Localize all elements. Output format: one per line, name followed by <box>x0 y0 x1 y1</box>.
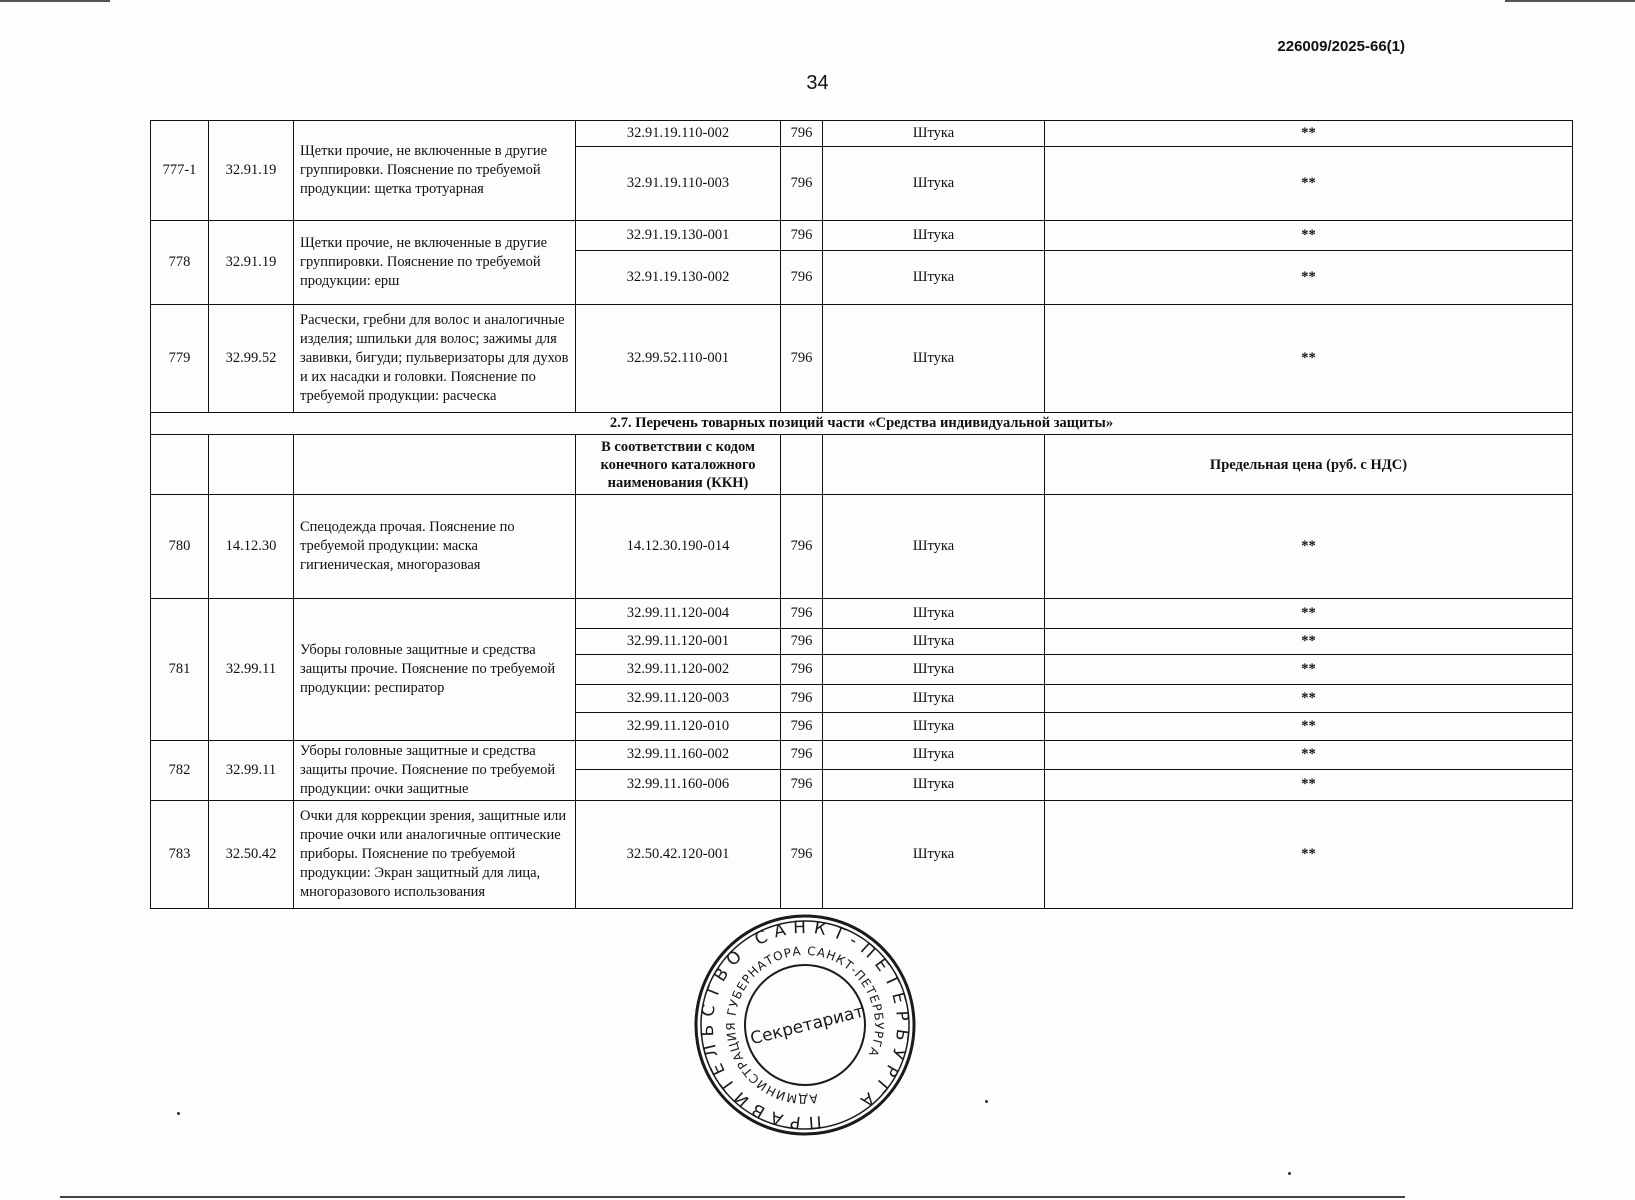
kkn-code: 32.99.11.120-002 <box>576 655 781 685</box>
product-description: Расчески, гребни для волос и аналогичные изделия; шпильки для волос; зажимы для завивки, бигуди; пульверизаторы для духов и их насадки и головки. Пояснение по требуемой продукции: расческа <box>294 305 576 413</box>
okei-code: 796 <box>781 251 823 305</box>
price-limit: ** <box>1045 741 1573 770</box>
price-limit: ** <box>1045 251 1573 305</box>
position-number: 781 <box>151 599 209 741</box>
product-description: Щетки прочие, не включенные в другие группировки. Пояснение по требуемой продукции: ерш <box>294 221 576 305</box>
okei-code: 796 <box>781 685 823 713</box>
unit-name: Штука <box>823 221 1045 251</box>
price-limit: ** <box>1045 801 1573 909</box>
price-limit: ** <box>1045 599 1573 629</box>
secretariat-stamp-seal <box>693 913 917 1137</box>
kkn-code: 32.91.19.130-001 <box>576 221 781 251</box>
unit-name: Штука <box>823 147 1045 221</box>
okei-code: 796 <box>781 305 823 413</box>
table-row <box>151 741 1573 770</box>
unit-name: Штука <box>823 769 1045 800</box>
scan-speck <box>1288 1172 1291 1175</box>
unit-name: Штука <box>823 801 1045 909</box>
kkn-code: 32.99.11.120-003 <box>576 685 781 713</box>
okei-code: 796 <box>781 801 823 909</box>
kkn-code: 14.12.30.190-014 <box>576 495 781 599</box>
scan-speck <box>985 1100 988 1103</box>
okei-code: 796 <box>781 121 823 147</box>
okpd2-code: 32.99.11 <box>209 741 294 801</box>
kkn-code: 32.91.19.110-002 <box>576 121 781 147</box>
unit-name: Штука <box>823 741 1045 770</box>
kkn-code: 32.50.42.120-001 <box>576 801 781 909</box>
scan-edge-top-left <box>0 0 110 2</box>
price-limit: ** <box>1045 769 1573 800</box>
table-row <box>151 495 1573 599</box>
kkn-column-header: В соответствии с кодом конечного каталожного наименования (ККН) <box>576 435 781 495</box>
table-row <box>151 121 1573 147</box>
position-number: 780 <box>151 495 209 599</box>
price-column-header: Предельная цена (руб. с НДС) <box>1045 435 1573 495</box>
stamp-inner-text: АДМИНИСТРАЦИЯ ГУБЕРНАТОРА САНКТ-ПЕТЕРБУРГА <box>723 943 887 1107</box>
product-description: Уборы головные защитные и средства защиты прочие. Пояснение по требуемой продукции: очки защитные <box>294 741 576 801</box>
okei-code: 796 <box>781 655 823 685</box>
header-empty-cell <box>209 435 294 495</box>
position-number: 783 <box>151 801 209 909</box>
okei-code: 796 <box>781 147 823 221</box>
okei-code: 796 <box>781 769 823 800</box>
kkn-code: 32.99.11.160-006 <box>576 769 781 800</box>
okei-code: 796 <box>781 629 823 655</box>
okpd2-code: 32.91.19 <box>209 121 294 221</box>
position-number: 777-1 <box>151 121 209 221</box>
product-description: Уборы головные защитные и средства защиты прочие. Пояснение по требуемой продукции: респиратор <box>294 599 576 741</box>
okei-code: 796 <box>781 221 823 251</box>
table-row <box>151 599 1573 629</box>
scan-edge-bottom <box>60 1196 1405 1198</box>
unit-name: Штука <box>823 629 1045 655</box>
product-description: Спецодежда прочая. Пояснение по требуемой продукции: маска гигиеническая, многоразовая <box>294 495 576 599</box>
unit-name: Штука <box>823 599 1045 629</box>
position-number: 782 <box>151 741 209 801</box>
position-number: 778 <box>151 221 209 305</box>
section-title-row <box>151 413 1573 435</box>
product-description: Щетки прочие, не включенные в другие группировки. Пояснение по требуемой продукции: щетка тротуарная <box>294 121 576 221</box>
kkn-code: 32.91.19.110-003 <box>576 147 781 221</box>
section-title: 2.7. Перечень товарных позиций части «Средства индивидуальной защиты» <box>151 413 1573 435</box>
unit-name: Штука <box>823 685 1045 713</box>
kkn-code: 32.99.52.110-001 <box>576 305 781 413</box>
price-limit: ** <box>1045 713 1573 741</box>
unit-name: Штука <box>823 495 1045 599</box>
table-row <box>151 801 1573 909</box>
okei-code: 796 <box>781 713 823 741</box>
okpd2-code: 14.12.30 <box>209 495 294 599</box>
header-empty-cell <box>294 435 576 495</box>
page-number: 34 <box>806 72 829 94</box>
price-limit: ** <box>1045 121 1573 147</box>
unit-name: Штука <box>823 251 1045 305</box>
scan-edge-top-right <box>1505 0 1635 2</box>
unit-name: Штука <box>823 655 1045 685</box>
price-limit: ** <box>1045 685 1573 713</box>
okpd2-code: 32.50.42 <box>209 801 294 909</box>
price-limit: ** <box>1045 655 1573 685</box>
okpd2-code: 32.99.52 <box>209 305 294 413</box>
position-number: 779 <box>151 305 209 413</box>
unit-name: Штука <box>823 713 1045 741</box>
unit-name: Штука <box>823 305 1045 413</box>
okei-code: 796 <box>781 495 823 599</box>
stamp-center-text: Секретариат <box>748 1001 867 1050</box>
kkn-code: 32.99.11.160-002 <box>576 741 781 770</box>
table-row <box>151 221 1573 251</box>
scan-speck <box>177 1112 180 1115</box>
section-header-row <box>151 435 1573 495</box>
okei-code: 796 <box>781 599 823 629</box>
kkn-code: 32.91.19.130-002 <box>576 251 781 305</box>
product-description: Очки для коррекции зрения, защитные или прочие очки или аналогичные оптические приборы. Пояснение по требуемой продукции: Экран защитный для лица, многоразового использования <box>294 801 576 909</box>
header-empty-cell <box>151 435 209 495</box>
stamp-outer-text: ПРАВИТЕЛЬСТВО САНКТ-ПЕТЕРБУРГА <box>697 917 913 1133</box>
kkn-code: 32.99.11.120-004 <box>576 599 781 629</box>
okpd2-code: 32.91.19 <box>209 221 294 305</box>
price-limit: ** <box>1045 221 1573 251</box>
price-limit: ** <box>1045 305 1573 413</box>
price-limit: ** <box>1045 147 1573 221</box>
okpd2-code: 32.99.11 <box>209 599 294 741</box>
price-limit: ** <box>1045 629 1573 655</box>
unit-name: Штука <box>823 121 1045 147</box>
header-empty-cell <box>781 435 823 495</box>
document-number: 226009/2025-66(1) <box>1277 38 1405 55</box>
kkn-code: 32.99.11.120-001 <box>576 629 781 655</box>
okei-code: 796 <box>781 741 823 770</box>
product-table <box>150 120 1573 909</box>
price-limit: ** <box>1045 495 1573 599</box>
table-row <box>151 305 1573 413</box>
kkn-code: 32.99.11.120-010 <box>576 713 781 741</box>
header-empty-cell <box>823 435 1045 495</box>
